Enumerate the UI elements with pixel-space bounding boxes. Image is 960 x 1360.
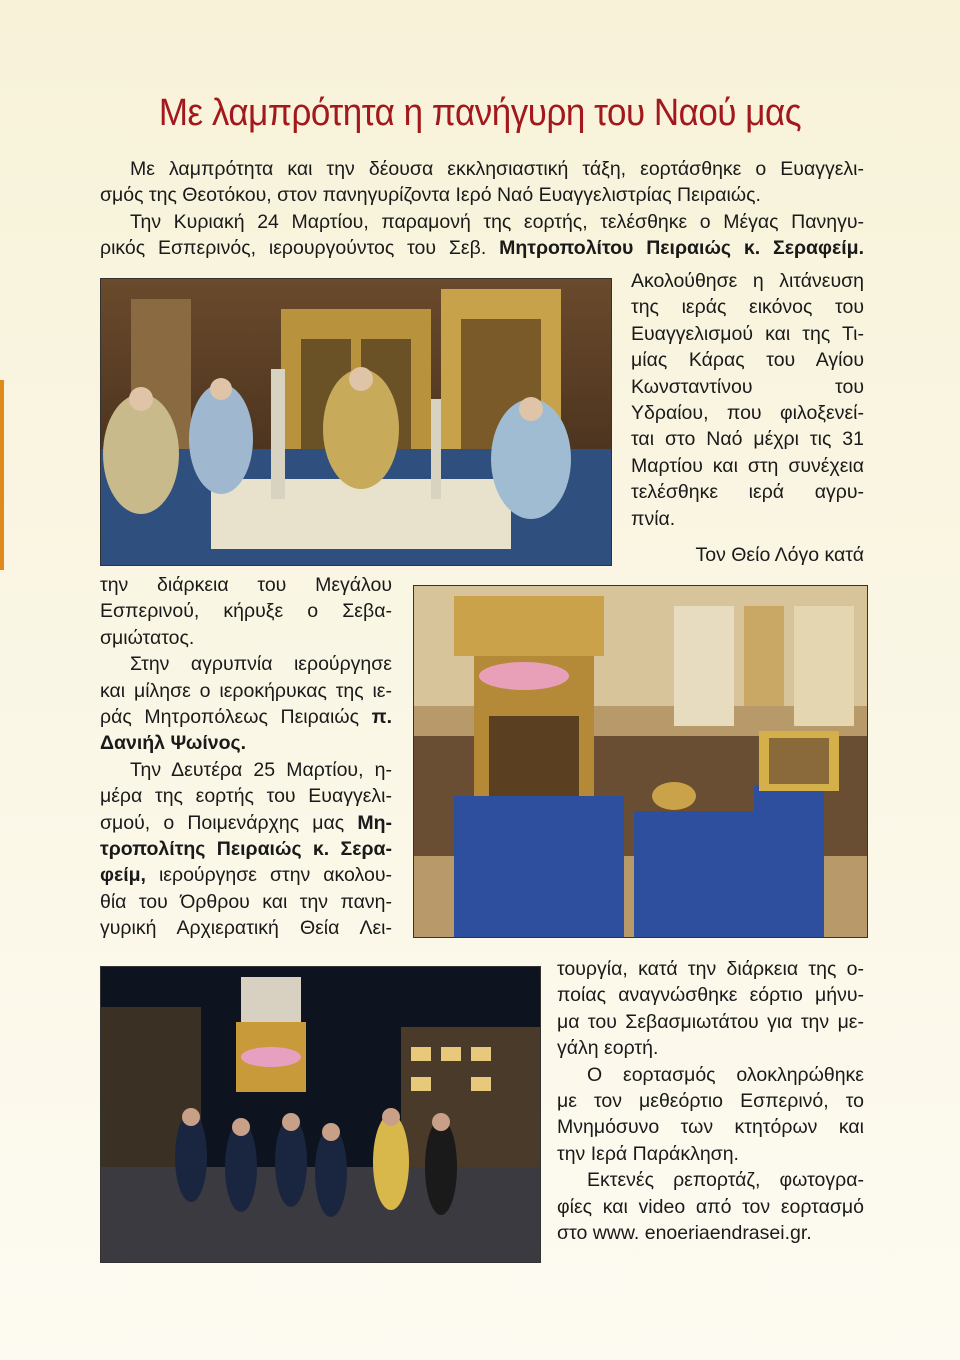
intro-line: Με λαμπρότητα και την δέουσα εκκλησιαστική τάξη, εορτάσθηκε ο Ευαγγελι- [130, 158, 864, 180]
text-line: τροπολίτης Πειραιώς κ. Σερα- [100, 838, 392, 861]
right-column-1-last-line: Τον Θείο Λόγο κατά [695, 544, 864, 566]
website-link-text: στο www. enoeriaendrasei.gr. [557, 1222, 812, 1245]
text-line: πνία. [631, 507, 676, 530]
page-edge-marker [0, 380, 4, 570]
intro-line: ρικός Εσπερινός, ιερουργούντος του Σεβ. Μητροπολίτου Πειραιώς κ. Σεραφείμ. [100, 237, 864, 260]
text-line: Ακολούθησε η λιτάνευση [631, 270, 864, 292]
text-line: Μνημόσυνο των κτητόρων και [557, 1116, 864, 1139]
text-line: μίας Κάρας του Αγίου [631, 349, 864, 372]
text-line: της ιεράς εικόνος του [631, 296, 864, 319]
intro-paragraph [100, 156, 864, 262]
text-line: την Ιερά Παράκληση. [557, 1142, 739, 1165]
text-line: ται στο Ναό μέχρι τις 31 [631, 428, 864, 451]
text-line: σμιώτατος. [100, 626, 195, 649]
text-line: γυρική Αρχιερατική Θεία Λει- [100, 917, 392, 940]
text-line: θία του Όρθρου και την πανη- [100, 890, 392, 913]
photo-icon-shrine [413, 585, 868, 938]
text-line: τουργία, κατά την διάρκεια της ο- [557, 958, 864, 980]
article-title: Με λαμπρότητα η πανήγυρη του Ναού μας [158, 92, 802, 134]
text-line: μα του Σεβασμιωτάτου για την με- [557, 1010, 864, 1033]
text-line: σμού, ο Ποιμενάρχης μας Μη- [100, 811, 392, 834]
left-column [100, 572, 392, 942]
text-line: Δανιήλ Ψωίνος. [100, 732, 247, 755]
text-line: φείμ, ιερούργησε στην ακολου- [100, 864, 392, 887]
text-line: Ο εορτασμός ολοκληρώθηκε [587, 1063, 864, 1086]
text-line: γάλη εορτή. [557, 1037, 659, 1060]
intro-line: Την Κυριακή 24 Μαρτίου, παραμονή της εορτής, τελέσθηκε ο Μέγας Πανηγυ- [130, 210, 864, 233]
text-line: Στην αγρυπνία ιερούργησε [130, 653, 392, 676]
intro-line: σμός της Θεοτόκου, στον πανηγυρίζοντα Ιερό Ναό Ευαγγελιστρίας Πειραιώς. [100, 184, 761, 207]
text-line: φίες και video από τον εορτασμό [557, 1195, 864, 1218]
text-line: Την Δευτέρα 25 Μαρτίου, η- [130, 758, 392, 781]
text-line: Εκτενές ρεπορτάζ, φωτογρα- [587, 1169, 864, 1192]
text-line: Μαρτίου και στη συνέχεια [631, 454, 864, 477]
right-column-1 [631, 268, 864, 532]
text-line: τελέσθηκε ιερά αγρυ- [631, 481, 864, 504]
text-line: ποίας αναγνώσθηκε εόρτιο μήνυ- [557, 984, 864, 1007]
photo-altar-vespers [100, 278, 612, 566]
text-line: την διάρκεια του Μεγάλου [100, 574, 392, 596]
text-line: με τον μεθεόρτιο Εσπερινό, το [557, 1090, 864, 1113]
text-line: μέρα της εορτής του Ευαγγελι- [100, 785, 392, 808]
text-line: Ευαγγελισμού και της Τι- [631, 322, 864, 345]
right-column-2 [557, 956, 864, 1246]
text-line: ράς Μητροπόλεως Πειραιώς π. [100, 706, 392, 729]
text-line: Κωνσταντίνου του [631, 375, 864, 398]
text-line: και μίλησε ο ιεροκήρυκας της ιε- [100, 679, 392, 702]
text-line: Εσπερινού, κήρυξε ο Σεβα- [100, 600, 392, 623]
text-line: Υδραίου, που φιλοξενεί- [631, 402, 864, 425]
photo-night-procession [100, 966, 541, 1263]
